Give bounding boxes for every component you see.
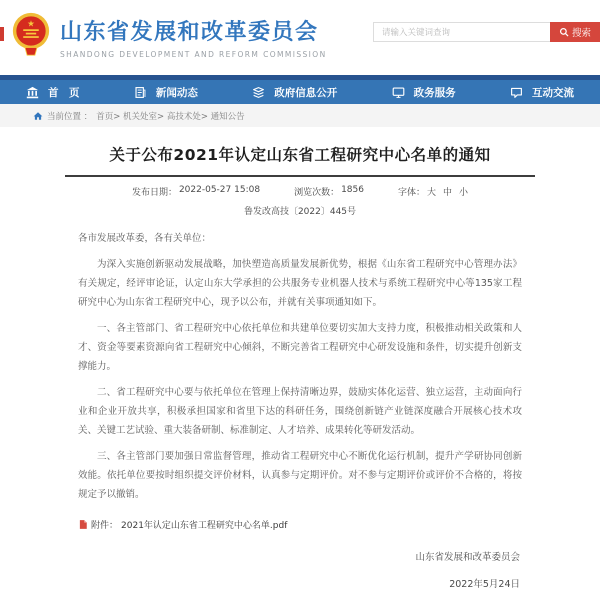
nav-item-label: 新闻动态 bbox=[155, 86, 198, 99]
article bbox=[0, 143, 600, 590]
paragraph: 为深入实施创新驱动发展战略，加快塑造高质量发展新优势，根据《山东省工程研究中心管理办法》有关规定，经评审论证，认定山东大学承担的公共服务专业机器人技术与系统工程研究中心等135家工程研究中心为山东省工程研究中心，现予以公布，并就有关事项通知如下。 bbox=[78, 259, 522, 308]
attachment-filename: 2021年认定山东省工程研究中心名单.pdf bbox=[121, 521, 288, 531]
view-count-label: 浏览次数： bbox=[294, 188, 340, 198]
view-count-value: 1856 bbox=[341, 185, 364, 195]
font-size-buttons bbox=[427, 185, 468, 198]
breadcrumb bbox=[0, 104, 600, 127]
attachment-link[interactable] bbox=[78, 518, 522, 531]
news-icon bbox=[134, 86, 147, 99]
nav-item-gov-info[interactable] bbox=[252, 85, 337, 100]
font-size-label: 字体： bbox=[397, 188, 425, 198]
nav-item-label: 政务服务 bbox=[413, 86, 456, 99]
font-size-medium-button[interactable]: 中 bbox=[443, 188, 453, 198]
document-number: 鲁发改高技〔2022〕445号 bbox=[243, 207, 357, 217]
monitor-icon bbox=[392, 86, 405, 99]
site-brand[interactable] bbox=[12, 12, 327, 61]
search-button-label: 搜索 bbox=[571, 28, 591, 39]
pdf-icon bbox=[78, 519, 88, 530]
main-nav bbox=[0, 80, 600, 104]
paragraph: 三、各主管部门要加强日常监督管理，推动省工程研究中心不断优化运行机制，提升产学研协同创新效能。依托单位要按时组织提交评价材料，认真参与定期评价。对不参与定期评价或评价不合格的，将按规定予以撤销。 bbox=[78, 451, 522, 500]
view-count bbox=[294, 185, 364, 198]
home-icon bbox=[33, 111, 43, 121]
side-widget-fragment bbox=[0, 27, 4, 41]
article-body bbox=[78, 229, 522, 504]
paragraph: 一、各主管部门、省工程研究中心依托单位和共建单位要切实加大支持力度，积极推动相关政策和人才、资金等要素资源向省工程研究中心倾斜，不断完善省工程研究中心研发设施和条件，切实提升创新支撑能力。 bbox=[78, 323, 522, 372]
svg-text:★: ★ bbox=[27, 19, 35, 30]
publish-date bbox=[132, 185, 260, 198]
site-title: 山东省发展和改革委员会 bbox=[60, 19, 319, 45]
signature-block bbox=[0, 549, 520, 590]
nav-item-services[interactable] bbox=[392, 85, 456, 100]
font-size-large-button[interactable]: 大 bbox=[427, 188, 437, 198]
search-icon bbox=[559, 27, 569, 37]
breadcrumb-path[interactable]: 首页> 机关处室> 高技术处> 通知公告 bbox=[96, 111, 245, 122]
nav-item-label: 首 页 bbox=[48, 86, 80, 99]
font-size-small-button[interactable]: 小 bbox=[459, 188, 469, 198]
nav-item-label: 政府信息公开 bbox=[274, 86, 338, 99]
site-header bbox=[0, 0, 600, 75]
salutation: 各市发展改革委，各有关单位： bbox=[78, 233, 212, 244]
attachment-label: 附件： bbox=[91, 521, 119, 531]
article-meta bbox=[0, 185, 600, 198]
article-title: 关于公布2021年认定山东省工程研究中心名单的通知 bbox=[109, 146, 491, 164]
signature-org: 山东省发展和改革委员会 bbox=[415, 552, 520, 563]
title-divider bbox=[65, 175, 535, 177]
search-button[interactable] bbox=[550, 22, 600, 42]
brand-text bbox=[60, 15, 327, 59]
font-size-control bbox=[398, 185, 468, 198]
bank-home-icon bbox=[26, 86, 39, 99]
nav-item-interaction[interactable] bbox=[510, 85, 574, 100]
breadcrumb-prefix: 当前位置 ： bbox=[47, 111, 93, 122]
publish-date-label: 发布日期： bbox=[131, 188, 177, 198]
national-emblem-logo bbox=[12, 12, 50, 61]
chat-icon bbox=[510, 86, 523, 99]
search-input[interactable] bbox=[373, 22, 550, 42]
layers-icon bbox=[252, 86, 265, 99]
nav-item-home[interactable] bbox=[26, 85, 80, 100]
site-subtitle: SHANDONG DEVELOPMENT AND REFORM COMMISSION bbox=[60, 49, 327, 59]
signature-date: 2022年5月24日 bbox=[449, 579, 520, 590]
search-bar bbox=[373, 22, 600, 42]
paragraph: 二、省工程研究中心要与依托单位在管理上保持清晰边界，鼓励实体化运营、独立运营，主动面向行业和企业开放共享，积极承担国家和省里下达的科研任务，围绕创新链产业链深度融合开展核心技术攻关、关键工艺试验、重大装备研制、标准制定、人才培养、成果转化等研发活动。 bbox=[78, 387, 522, 436]
publish-date-value: 2022-05-27 15:08 bbox=[178, 185, 261, 195]
nav-item-label: 互动交流 bbox=[532, 86, 574, 99]
nav-item-news[interactable] bbox=[134, 85, 198, 100]
